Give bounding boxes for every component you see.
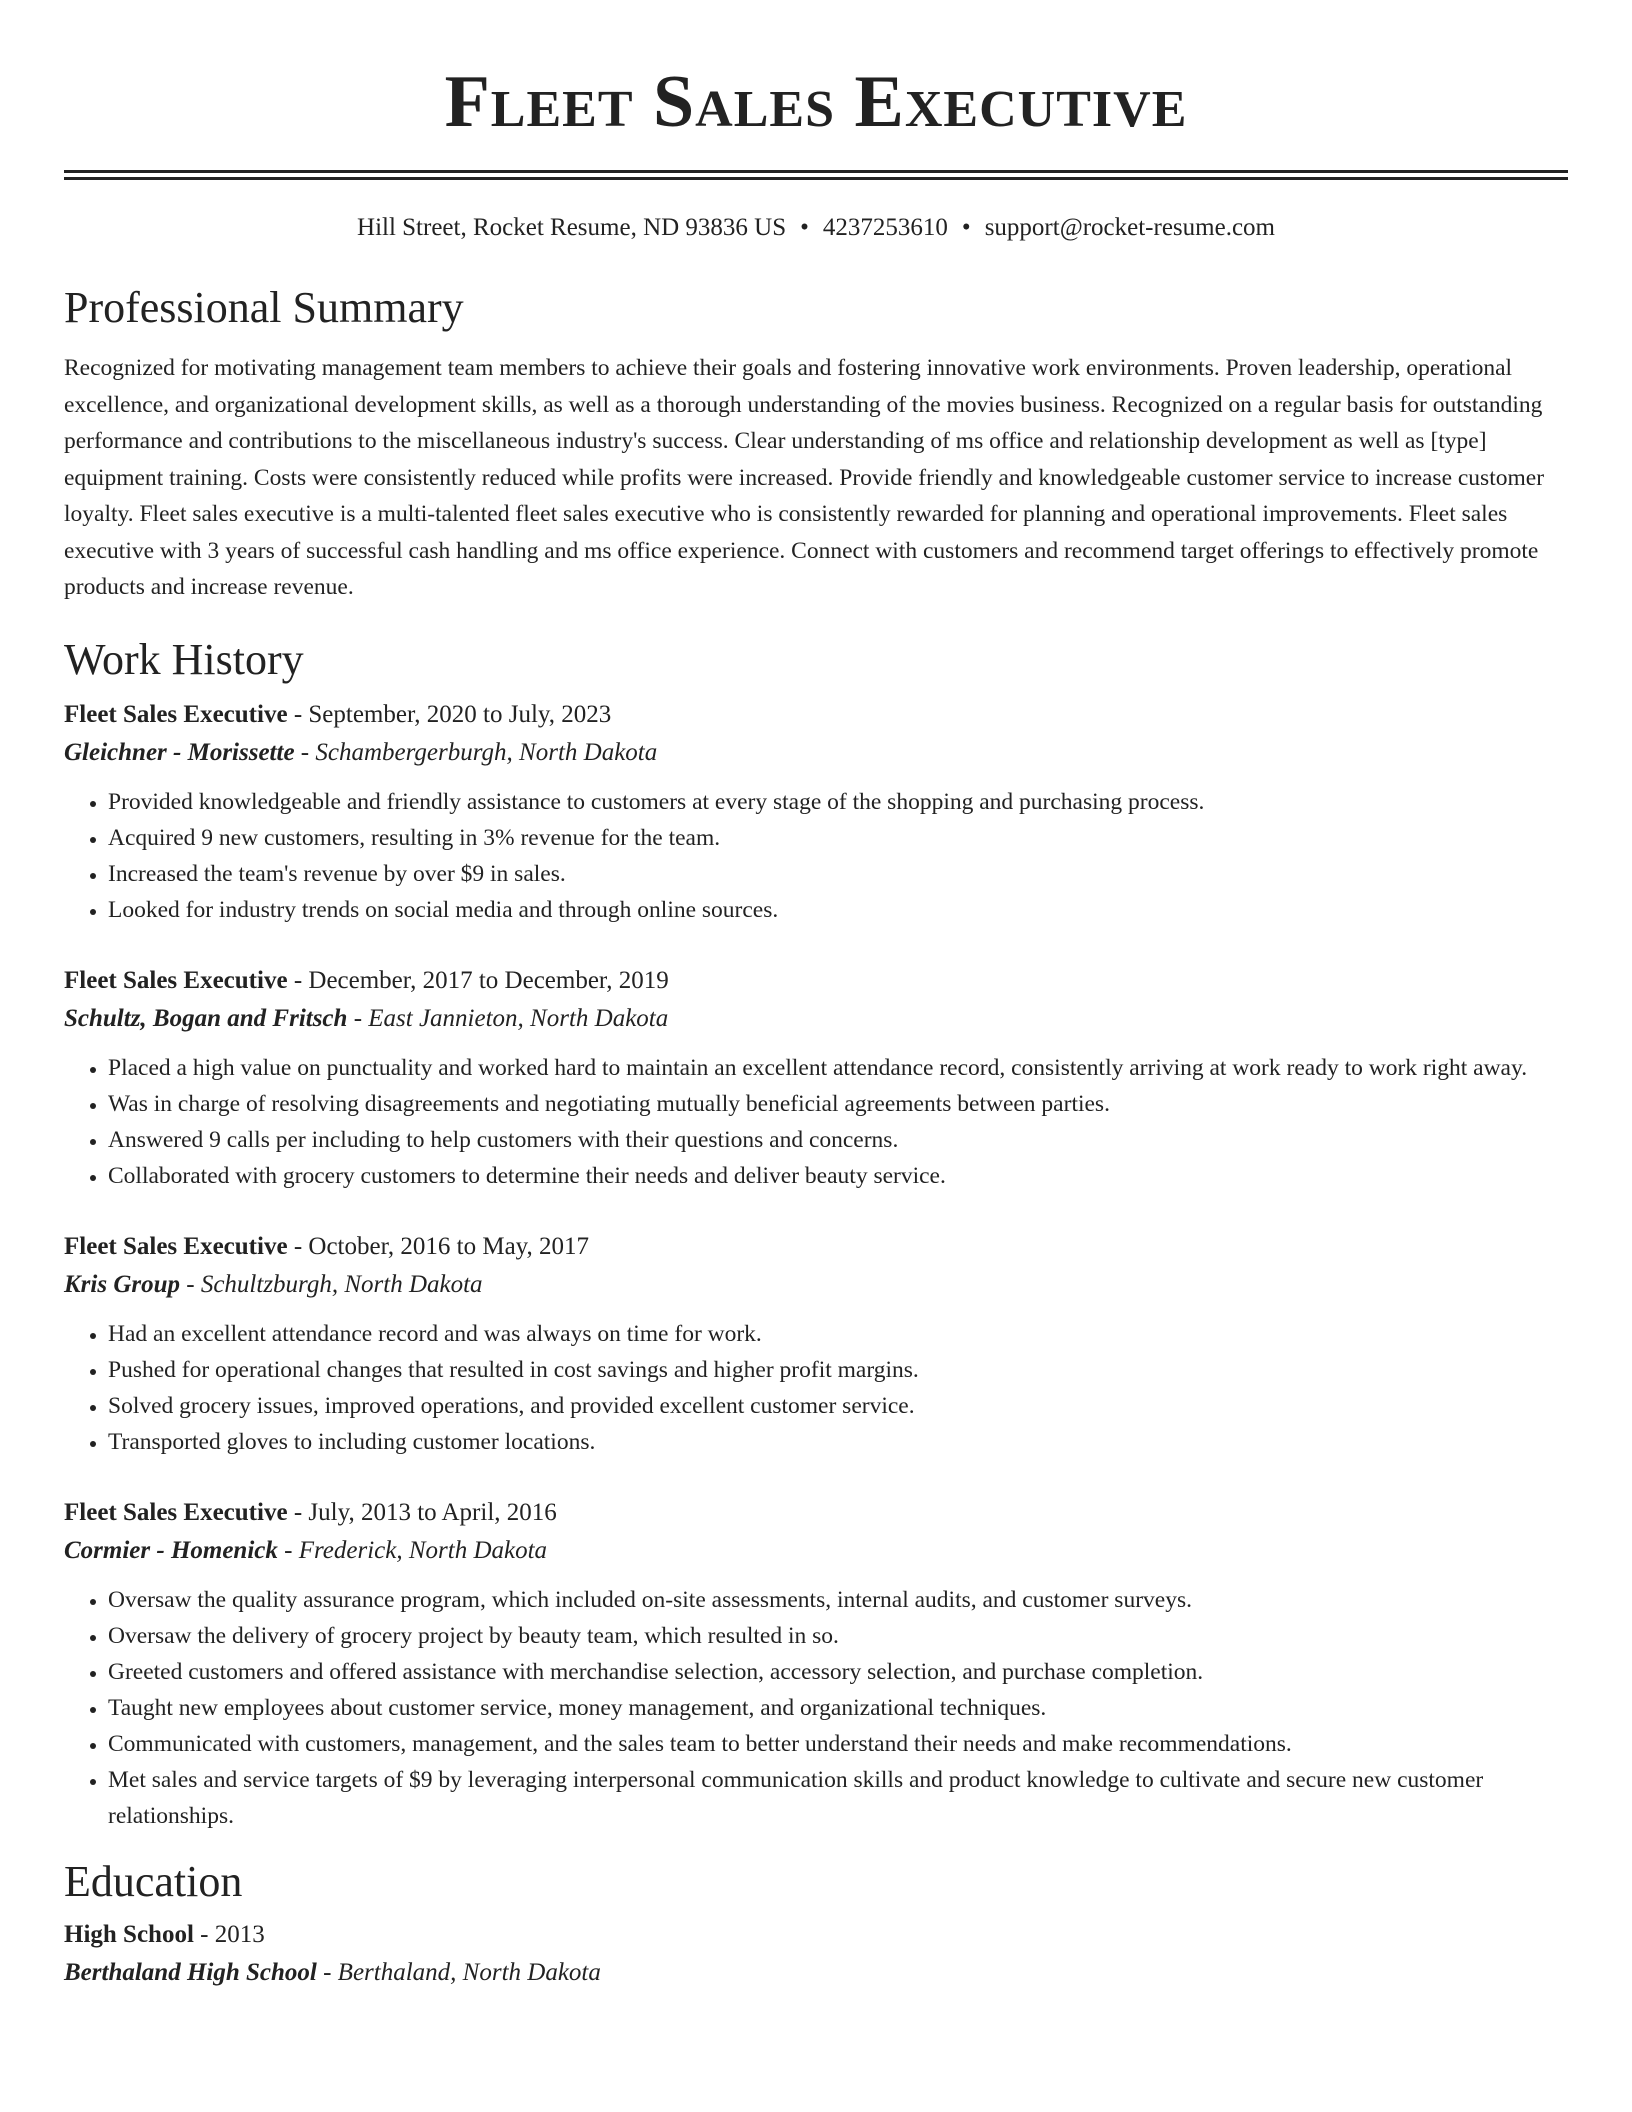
job-title: Fleet Sales Executive (64, 1232, 288, 1260)
title-double-rule (64, 170, 1568, 180)
contact-address: Hill Street, Rocket Resume, ND 93836 US (357, 214, 787, 241)
education-school-line (64, 1954, 1568, 1992)
education-year: - 2013 (193, 1920, 265, 1948)
job-company-line (64, 734, 1568, 772)
education-school: Berthaland High School (64, 1958, 317, 1986)
job-dates: - December, 2017 to December, 2019 (287, 966, 669, 994)
job-company: Schultz, Bogan and Fritsch (64, 1004, 348, 1032)
job-location: - Schultzburgh, North Dakota (180, 1270, 483, 1298)
job-title-line (64, 1228, 1568, 1266)
contact-phone: 4237253610 (822, 214, 948, 241)
job-bullet: • Collaborated with grocery customers to determine their needs and deliver beauty service. (108, 1158, 1568, 1194)
job-company-line (64, 1266, 1568, 1304)
job-bullet: • Solved grocery issues, improved operations, and provided excellent customer service. (108, 1388, 1568, 1424)
job-company-line (64, 1532, 1568, 1570)
summary-text: Recognized for motivating management team members to achieve their goals and fostering innovative work environments. Proven leadership, operational excellence, and organizational development skills, as well as a thorough understanding of the movies business. Recognized on a regular basis for outstanding performance and contributions to the miscellaneous industry's success. Clear understanding of ms office and relationship development as well as [type] equipment training. Costs were consistently reduced while profits were increased. Provide friendly and knowledgeable customer service to increase customer loyalty. Fleet sales executive is a multi-talented fleet sales executive who is consistently rewarded for planning and operational improvements. Fleet sales executive with 3 years of successful cash handling and ms office experience. Connect with customers and recommend target offerings to effectively promote products and increase revenue. (64, 355, 1545, 600)
job-location: - East Jannieton, North Dakota (347, 1004, 669, 1032)
job-bullet: • Oversaw the delivery of grocery project by beauty team, which resulted in so. (108, 1618, 1568, 1654)
job-dates: - July, 2013 to April, 2016 (287, 1498, 557, 1526)
job-bullet: • Transported gloves to including customer locations. (108, 1424, 1568, 1460)
job-dates: - September, 2020 to July, 2023 (287, 700, 612, 728)
job-company: Gleichner - Morissette (64, 738, 295, 766)
job-bullet: • Oversaw the quality assurance program, which included on-site assessments, internal audits, and customer surveys. (108, 1582, 1568, 1618)
contact-email: support@rocket-resume.com (984, 214, 1275, 241)
job-title: Fleet Sales Executive (64, 700, 288, 728)
work-history-heading: Work History (64, 634, 304, 684)
education-location: - Berthaland, North Dakota (316, 1958, 601, 1986)
job-company: Cormier - Homenick (64, 1536, 278, 1564)
job-bullet: • Increased the team's revenue by over $9 in sales. (108, 856, 1568, 892)
resume-title: Fleet Sales Executive (444, 61, 1188, 143)
job-entry (64, 1494, 1568, 1834)
job-bullet: • Met sales and service targets of $9 by leveraging interpersonal communication skills and product knowledge to cultivate and secure new customer relationships. (108, 1762, 1568, 1834)
job-bullet: • Taught new employees about customer service, money management, and organizational techniques. (108, 1690, 1568, 1726)
job-bullet: • Greeted customers and offered assistance with merchandise selection, accessory selection, and purchase completion. (108, 1654, 1568, 1690)
job-entry (64, 696, 1568, 928)
job-title: Fleet Sales Executive (64, 966, 288, 994)
contact-separator: • (961, 214, 971, 241)
job-location: - Frederick, North Dakota (277, 1536, 548, 1564)
job-bullet: • Had an excellent attendance record and was always on time for work. (108, 1316, 1568, 1352)
job-bullets (64, 1316, 1568, 1460)
job-company: Kris Group (64, 1270, 181, 1298)
job-location: - Schambergerburgh, North Dakota (294, 738, 658, 766)
job-bullets (64, 1050, 1568, 1194)
education-degree: High School (64, 1920, 194, 1948)
job-bullet: • Placed a high value on punctuality and worked hard to maintain an excellent attendance record, consistently arriving at work ready to work right away. (108, 1050, 1568, 1086)
job-title-line (64, 696, 1568, 734)
job-bullet: • Looked for industry trends on social media and through online sources. (108, 892, 1568, 928)
job-bullet: • Answered 9 calls per including to help customers with their questions and concerns. (108, 1122, 1568, 1158)
job-bullet: • Acquired 9 new customers, resulting in 3% revenue for the team. (108, 820, 1568, 856)
job-bullet: • Pushed for operational changes that resulted in cost savings and higher profit margins. (108, 1352, 1568, 1388)
job-company-line (64, 1000, 1568, 1038)
job-title-line (64, 962, 1568, 1000)
job-bullet: • Was in charge of resolving disagreements and negotiating mutually beneficial agreements between parties. (108, 1086, 1568, 1122)
education-heading: Education (64, 1856, 243, 1906)
job-bullet: • Communicated with customers, management, and the sales team to better understand their needs and make recommendations. (108, 1726, 1568, 1762)
contact-line (64, 212, 1568, 244)
job-bullet: • Provided knowledgeable and friendly assistance to customers at every stage of the shopping and purchasing process. (108, 784, 1568, 820)
job-bullets (64, 1582, 1568, 1834)
education-entry (64, 1916, 1568, 1992)
education-degree-line (64, 1916, 1568, 1954)
job-title: Fleet Sales Executive (64, 1498, 288, 1526)
job-title-line (64, 1494, 1568, 1532)
job-dates: - October, 2016 to May, 2017 (287, 1232, 590, 1260)
work-history-list (64, 696, 1568, 1834)
contact-separator: • (800, 214, 809, 241)
job-entry (64, 1228, 1568, 1460)
summary-heading: Professional Summary (64, 283, 464, 332)
job-bullets (64, 784, 1568, 928)
job-entry (64, 962, 1568, 1194)
